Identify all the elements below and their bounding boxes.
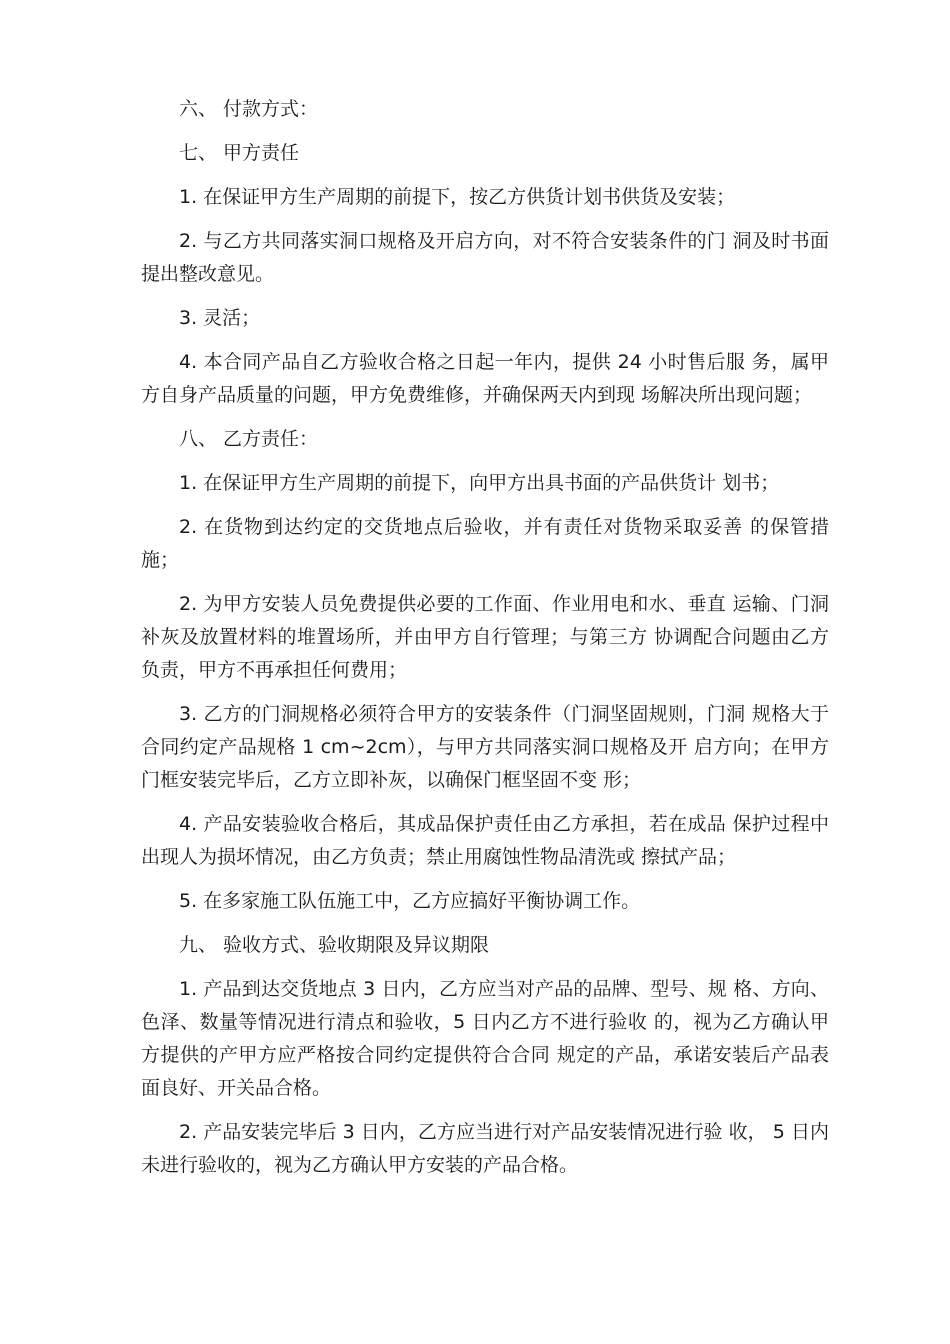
party-b-clause-3: 3. 乙方的门洞规格必须符合甲方的安装条件（门洞坚固规则，门洞 规格大于合同约定产品规格 1 cm~2cm），与甲方共同落实洞口规格及开 启方向；在甲方门框安装完毕后，乙方立即补灰，以确保门框坚固不变 形；: [141, 703, 829, 791]
party-b-clause-2b: 2. 为甲方安装人员免费提供必要的工作面、作业用电和水、垂直 运输、门洞补灰及放置材料的堆置场所，并由甲方自行管理；与第三方 协调配合问题由乙方负责，甲方不再承担任何费用；: [141, 593, 829, 681]
acceptance-clause-1: 1. 产品到达交货地点 3 日内，乙方应当对产品的品牌、型号、规 格、方向、色泽、数量等情况进行清点和验收，5 日内乙方不进行验收 的，视为乙方确认甲方提供的产甲方应严格按合同约定提供符合合同 规定的产品，承诺安装后产品表面良好、开关品合格。: [141, 978, 829, 1099]
section-heading-acceptance: 九、 验收方式、验收期限及异议期限: [179, 934, 490, 956]
party-b-clause-4: 4. 产品安装验收合格后，其成品保护责任由乙方承担，若在成品 保护过程中出现人为损坏情况，由乙方负责；禁止用腐蚀性物品清洗或 擦拭产品；: [141, 813, 829, 868]
party-b-clause-1: 1. 在保证甲方生产周期的前提下，向甲方出具书面的产品供货计 划书；: [179, 472, 780, 494]
party-a-clause-3: 3. 灵活；: [179, 307, 261, 329]
party-b-clause-2a: 2. 在货物到达约定的交货地点后验收，并有责任对货物采取妥善 的保管措施；: [141, 516, 829, 571]
party-a-clause-1: 1. 在保证甲方生产周期的前提下，按乙方供货计划书供货及安装；: [179, 186, 736, 208]
section-heading-party-b-duties: 八、 乙方责任：: [179, 428, 319, 450]
party-b-clause-5: 5. 在多家施工队伍施工中，乙方应搞好平衡协调工作。: [179, 890, 641, 912]
document-body: [141, 93, 829, 1193]
party-a-clause-4: 4. 本合同产品自乙方验收合格之日起一年内，提供 24 小时售后服 务，属甲方自身产品质量的问题，甲方免费维修，并确保两天内到现 场解决所出现问题；: [141, 351, 829, 406]
party-a-clause-2: 2. 与乙方共同落实洞口规格及开启方向，对不符合安装条件的门 洞及时书面提出整改意见。: [141, 230, 829, 285]
section-heading-payment: 六、 付款方式：: [179, 98, 319, 120]
section-heading-party-a-duties: 七、 甲方责任: [179, 142, 300, 164]
acceptance-clause-2: 2. 产品安装完毕后 3 日内，乙方应当进行对产品安装情况进行验 收， 5 日内未进行验收的，视为乙方确认甲方安装的产品合格。: [141, 1121, 829, 1176]
